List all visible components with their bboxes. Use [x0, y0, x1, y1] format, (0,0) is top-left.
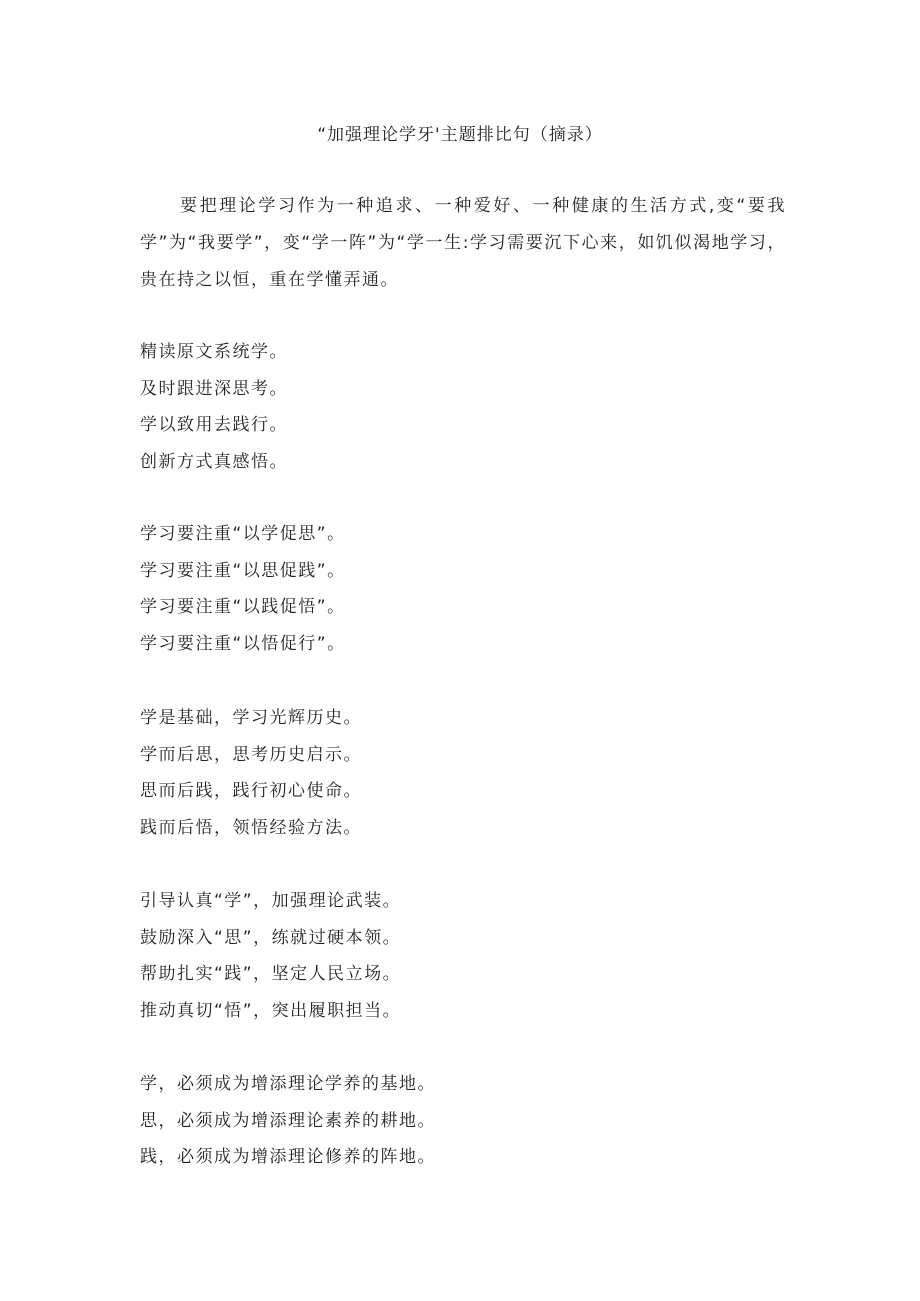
sentence-line: 学以致用去践行。 — [140, 415, 288, 435]
sentence-line: 及时跟进深思考。 — [140, 378, 288, 399]
sentence-line: 践，必须成为增添理论修养的阵地。 — [140, 1147, 436, 1167]
sentence-group-2 — [140, 516, 780, 662]
sentence-group-1 — [140, 334, 780, 480]
sentence-line: 学，必须成为增添理论学养的基地。 — [140, 1074, 436, 1094]
sentence-line: 学是基础，学习光辉历史。 — [140, 708, 362, 728]
sentence-group-4 — [140, 883, 780, 1029]
sentence-line: 精读原文系统学。 — [140, 342, 288, 362]
sentence-line: 鼓励深入“思”，练就过硬本领。 — [140, 927, 402, 948]
sentence-line: 创新方式真感悟。 — [140, 451, 288, 472]
sentence-line: 思，必须成为增添理论素养的耕地。 — [140, 1110, 436, 1131]
sentence-line: 学而后思，思考历史启示。 — [140, 744, 362, 765]
intro-paragraph: 要把理论学习作为一种追求、一种爱好、一种健康的生活方式,变“要我学”为“我要学”，变“学一阵”为“学一生:学习需要沉下心来，如饥似渴地学习，贵在持之以恒，重在学懂弄通。 — [140, 196, 786, 290]
sentence-line: 学习要注重“以学促思”。 — [140, 524, 346, 544]
sentence-line: 推动真切“悟”，突出履职担当。 — [140, 1000, 402, 1021]
sentence-group-3 — [140, 700, 780, 846]
sentence-line: 帮助扎实“践”，坚定人民立场。 — [140, 964, 402, 984]
sentence-line: 学习要注重“以思促践”。 — [140, 560, 346, 581]
sentence-group-5 — [140, 1066, 780, 1176]
document-title: “加强理论学牙'主题排比句（摘录） — [317, 125, 603, 145]
sentence-line: 学习要注重“以悟促行”。 — [140, 633, 346, 654]
sentence-line: 引导认真“学”，加强理论武装。 — [140, 891, 402, 911]
sentence-line: 思而后践，践行初心使命。 — [140, 781, 362, 801]
sentence-line: 学习要注重“以践促悟”。 — [140, 597, 346, 617]
sentence-line: 践而后悟，领悟经验方法。 — [140, 817, 362, 838]
